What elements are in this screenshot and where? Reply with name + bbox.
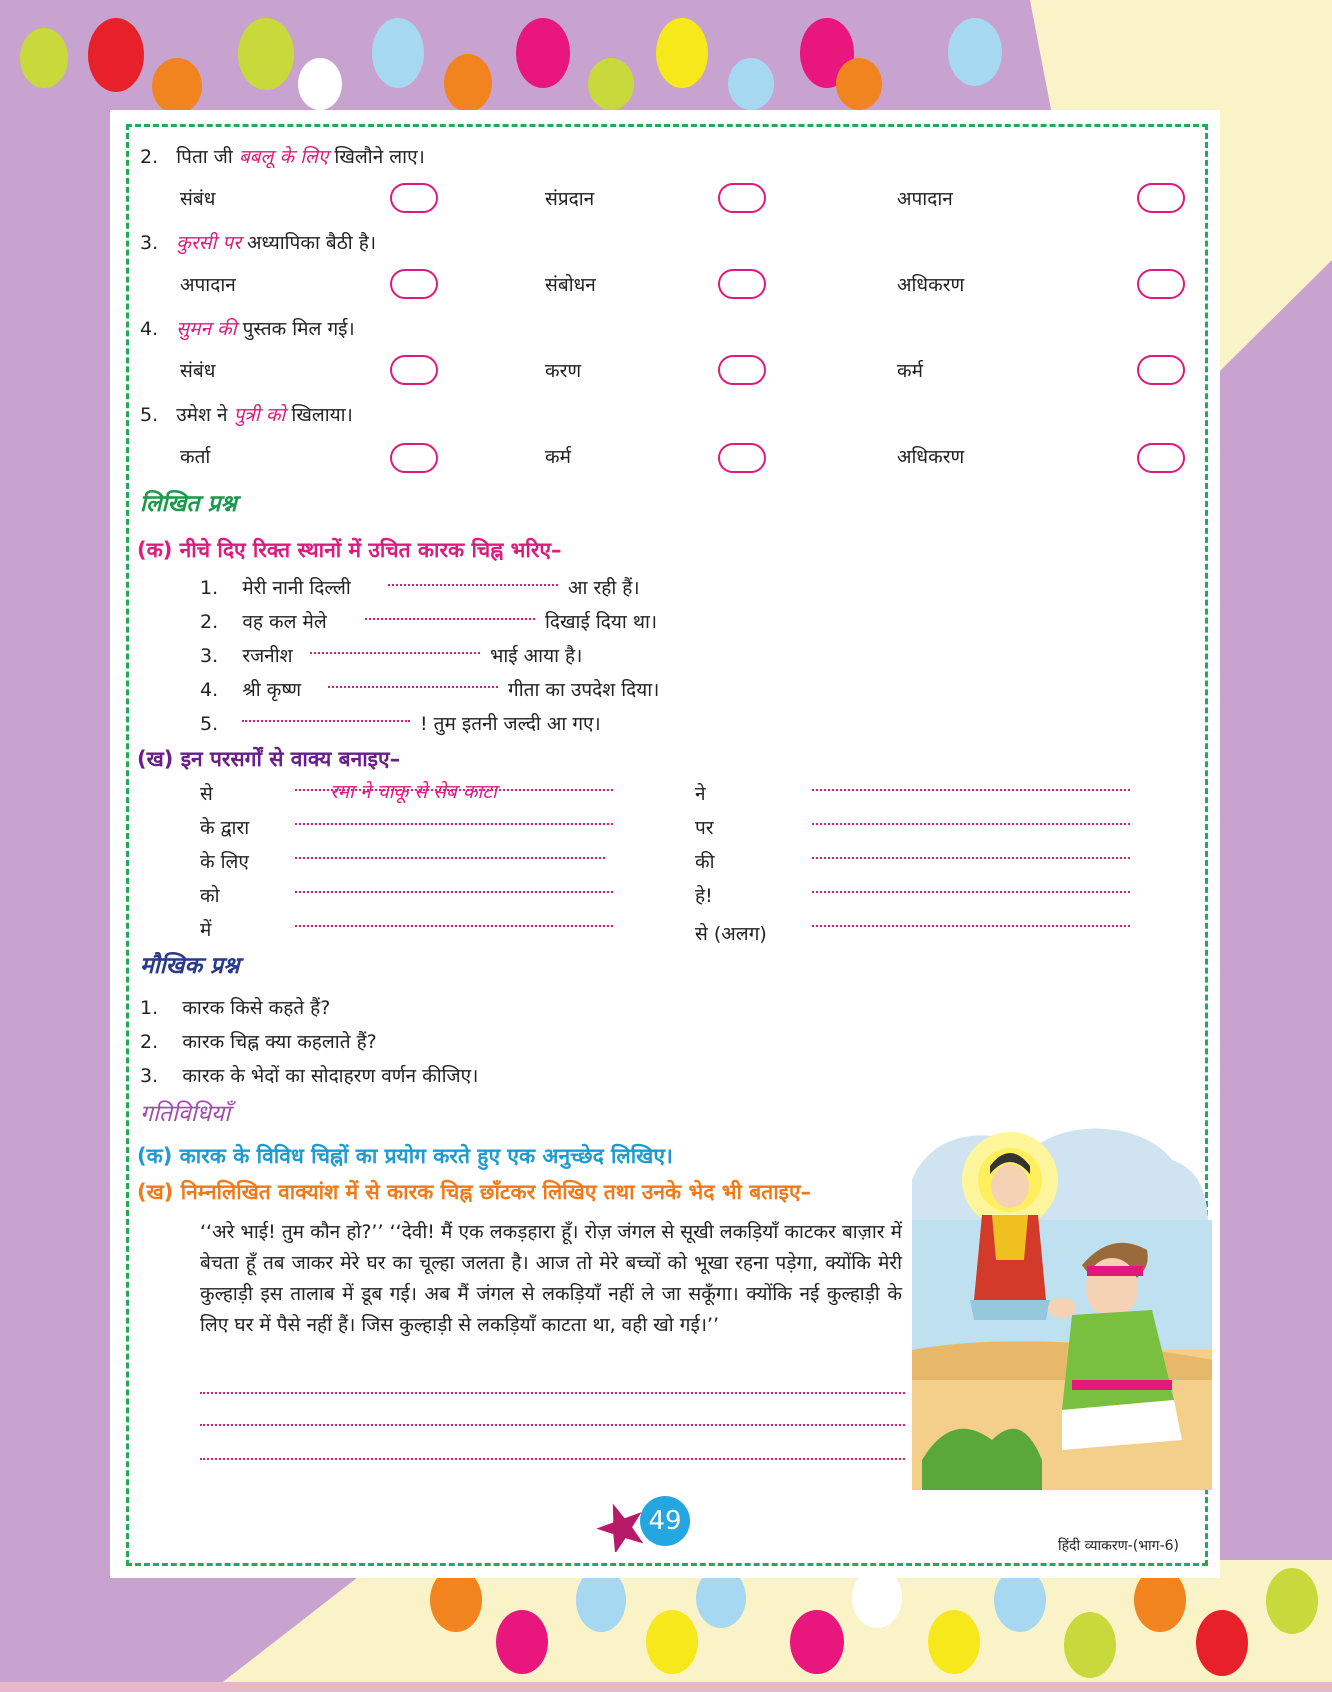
question-4: 4. सुमन की पुस्तक मिल गई। — [140, 318, 355, 340]
option-label: कर्म — [897, 360, 923, 382]
answer-line[interactable] — [812, 789, 1130, 791]
fill-item-5-after: ! तुम इतनी जल्दी आ गए। — [420, 713, 601, 735]
answer-line[interactable] — [200, 1458, 905, 1460]
option-label: करण — [545, 360, 582, 382]
example-answer: रमा ने चाकू से सेब काटा — [330, 781, 497, 803]
option-label: अधिकरण — [897, 446, 965, 468]
postposition-label: से (अलग) — [695, 923, 767, 945]
answer-line[interactable] — [295, 891, 613, 893]
blank-line[interactable] — [388, 584, 558, 586]
oral-item: 2. कारक चिह्न क्या कहलाते हैं? — [140, 1031, 377, 1053]
decor-dot — [836, 58, 882, 110]
question-3: 3. कुरसी पर अध्यापिका बैठी है। — [140, 232, 377, 254]
answer-oval[interactable] — [390, 443, 438, 473]
postposition-label: ने — [695, 783, 706, 805]
answer-oval[interactable] — [1137, 269, 1185, 299]
passage-text: ‘‘अरे भाई! तुम कौन हो?’’ ‘‘देवी! मैं एक लकड़हारा हूँ। रोज़ जंगल से सूखी लकड़ियाँ काटकर बाज़ार में बेचता हूँ तब जाकर मेरे घर का चूल्हा जलता है। आज तो मेरे बच्चों को भूखा रहना पड़ेगा, क्योंकि मेरी कुल्हाड़ी इस तालाब में डूब गई। अब मैं जंगल से लकड़ियाँ नहीं ले जा सकूँगा। क्योंकि नई कुल्हाड़ी के लिए घर में पैसे नहीं हैं। जिस कुल्हाड़ी से लकड़ियाँ काटता था, वही खो गई।’’ — [200, 1221, 903, 1336]
option-label: संप्रदान — [545, 188, 595, 210]
decor-dot — [1196, 1610, 1248, 1676]
page-number: 49 — [648, 1506, 682, 1536]
answer-oval[interactable] — [1137, 443, 1185, 473]
decor-dot — [238, 18, 294, 90]
part-b-heading: (ख) इन परसर्गों से वाक्य बनाइए– — [137, 747, 401, 771]
postposition-label: हे! — [695, 885, 713, 907]
option-label: अपादान — [897, 188, 953, 210]
answer-line[interactable] — [812, 857, 1130, 859]
written-heading: लिखित प्रश्न — [140, 491, 237, 517]
decor-dot — [496, 1610, 548, 1674]
decor-dot — [152, 58, 202, 114]
answer-oval[interactable] — [390, 355, 438, 385]
answer-oval[interactable] — [718, 269, 766, 299]
option-label: संबोधन — [545, 274, 596, 296]
blank-line[interactable] — [242, 720, 410, 722]
answer-line[interactable] — [295, 925, 613, 927]
postposition-label: में — [200, 919, 212, 941]
answer-line[interactable] — [812, 891, 1130, 893]
answer-oval[interactable] — [1137, 355, 1185, 385]
answer-line[interactable] — [200, 1392, 905, 1394]
answer-line[interactable] — [812, 925, 1130, 927]
oral-heading: मौखिक प्रश्न — [140, 953, 240, 979]
answer-line[interactable] — [200, 1424, 905, 1426]
blank-line[interactable] — [365, 618, 535, 620]
postposition-label: से — [200, 783, 213, 805]
answer-line[interactable] — [295, 823, 613, 825]
decor-dot — [298, 58, 342, 110]
option-label: अपादान — [180, 274, 236, 296]
decor-dot — [372, 18, 424, 88]
answer-line[interactable] — [295, 857, 605, 859]
postposition-label: पर — [695, 817, 714, 839]
activity-b: (ख) निम्नलिखित वाक्यांश में से कारक चिह्न छाँटकर लिखिए तथा उनके भेद भी बताइए– — [137, 1180, 812, 1204]
option-label: संबंध — [180, 188, 216, 210]
decor-dot — [20, 28, 68, 88]
fill-item-4-after: गीता का उपदेश दिया। — [508, 679, 660, 701]
fill-item-4: 4. श्री कृष्ण — [200, 679, 302, 701]
fill-item-3: 3. रजनीश — [200, 645, 293, 667]
answer-oval[interactable] — [390, 269, 438, 299]
option-label: संबंध — [180, 360, 216, 382]
decor-dot — [588, 58, 634, 110]
decor-dot — [516, 18, 570, 88]
answer-line[interactable] — [812, 823, 1130, 825]
woodcutter-illustration — [912, 1110, 1212, 1490]
decor-dot — [928, 1610, 980, 1674]
activities-heading: गतिविधियाँ — [140, 1101, 231, 1127]
answer-oval[interactable] — [1137, 183, 1185, 213]
fill-item-1-after: आ रही हैं। — [568, 577, 640, 599]
fill-item-2-after: दिखाई दिया था। — [545, 611, 658, 633]
option-label: कर्म — [545, 446, 571, 468]
oral-item: 3. कारक के भेदों का सोदाहरण वर्णन कीजिए। — [140, 1065, 479, 1087]
postposition-label: के द्वारा — [200, 817, 250, 839]
answer-oval[interactable] — [718, 183, 766, 213]
decor-dot — [656, 18, 708, 88]
decor-dot — [948, 18, 1002, 86]
decor-dot — [728, 58, 774, 110]
activity-a: (क) कारक के विविध चिह्नों का प्रयोग करते हुए एक अनुच्छेद लिखिए। — [137, 1144, 673, 1168]
oral-item: 1. कारक किसे कहते हैं? — [140, 997, 331, 1019]
blank-line[interactable] — [328, 686, 498, 688]
postposition-label: को — [200, 885, 220, 907]
answer-oval[interactable] — [718, 443, 766, 473]
postposition-label: के लिए — [200, 851, 249, 873]
decor-dot — [790, 1610, 844, 1674]
option-label: अधिकरण — [897, 274, 965, 296]
blank-line[interactable] — [310, 652, 480, 654]
fill-item-2: 2. वह कल मेले — [200, 611, 327, 633]
book-footer: हिंदी व्याकरण-(भाग-6) — [1058, 1538, 1179, 1554]
fill-item-5: 5. — [200, 713, 219, 735]
decor-dot — [1064, 1612, 1116, 1678]
decor-dot — [444, 54, 492, 112]
part-a-heading: (क) नीचे दिए रिक्त स्थानों में उचित कारक चिह्न भरिए– — [137, 538, 562, 562]
option-label: कर्ता — [180, 446, 211, 468]
decor-dot — [88, 18, 144, 92]
question-5: 5. उमेश ने पुत्री को खिलाया। — [140, 404, 353, 426]
postposition-label: की — [695, 851, 715, 873]
fill-item-3-after: भाई आया है। — [490, 645, 583, 667]
fill-item-1: 1. मेरी नानी दिल्ली — [200, 577, 351, 599]
answer-oval[interactable] — [718, 355, 766, 385]
answer-oval[interactable] — [390, 183, 438, 213]
decor-dot — [1266, 1568, 1318, 1634]
decor-dot — [646, 1610, 698, 1674]
question-2: 2. पिता जी बबलू के लिए खिलौने लाए। — [140, 146, 425, 168]
